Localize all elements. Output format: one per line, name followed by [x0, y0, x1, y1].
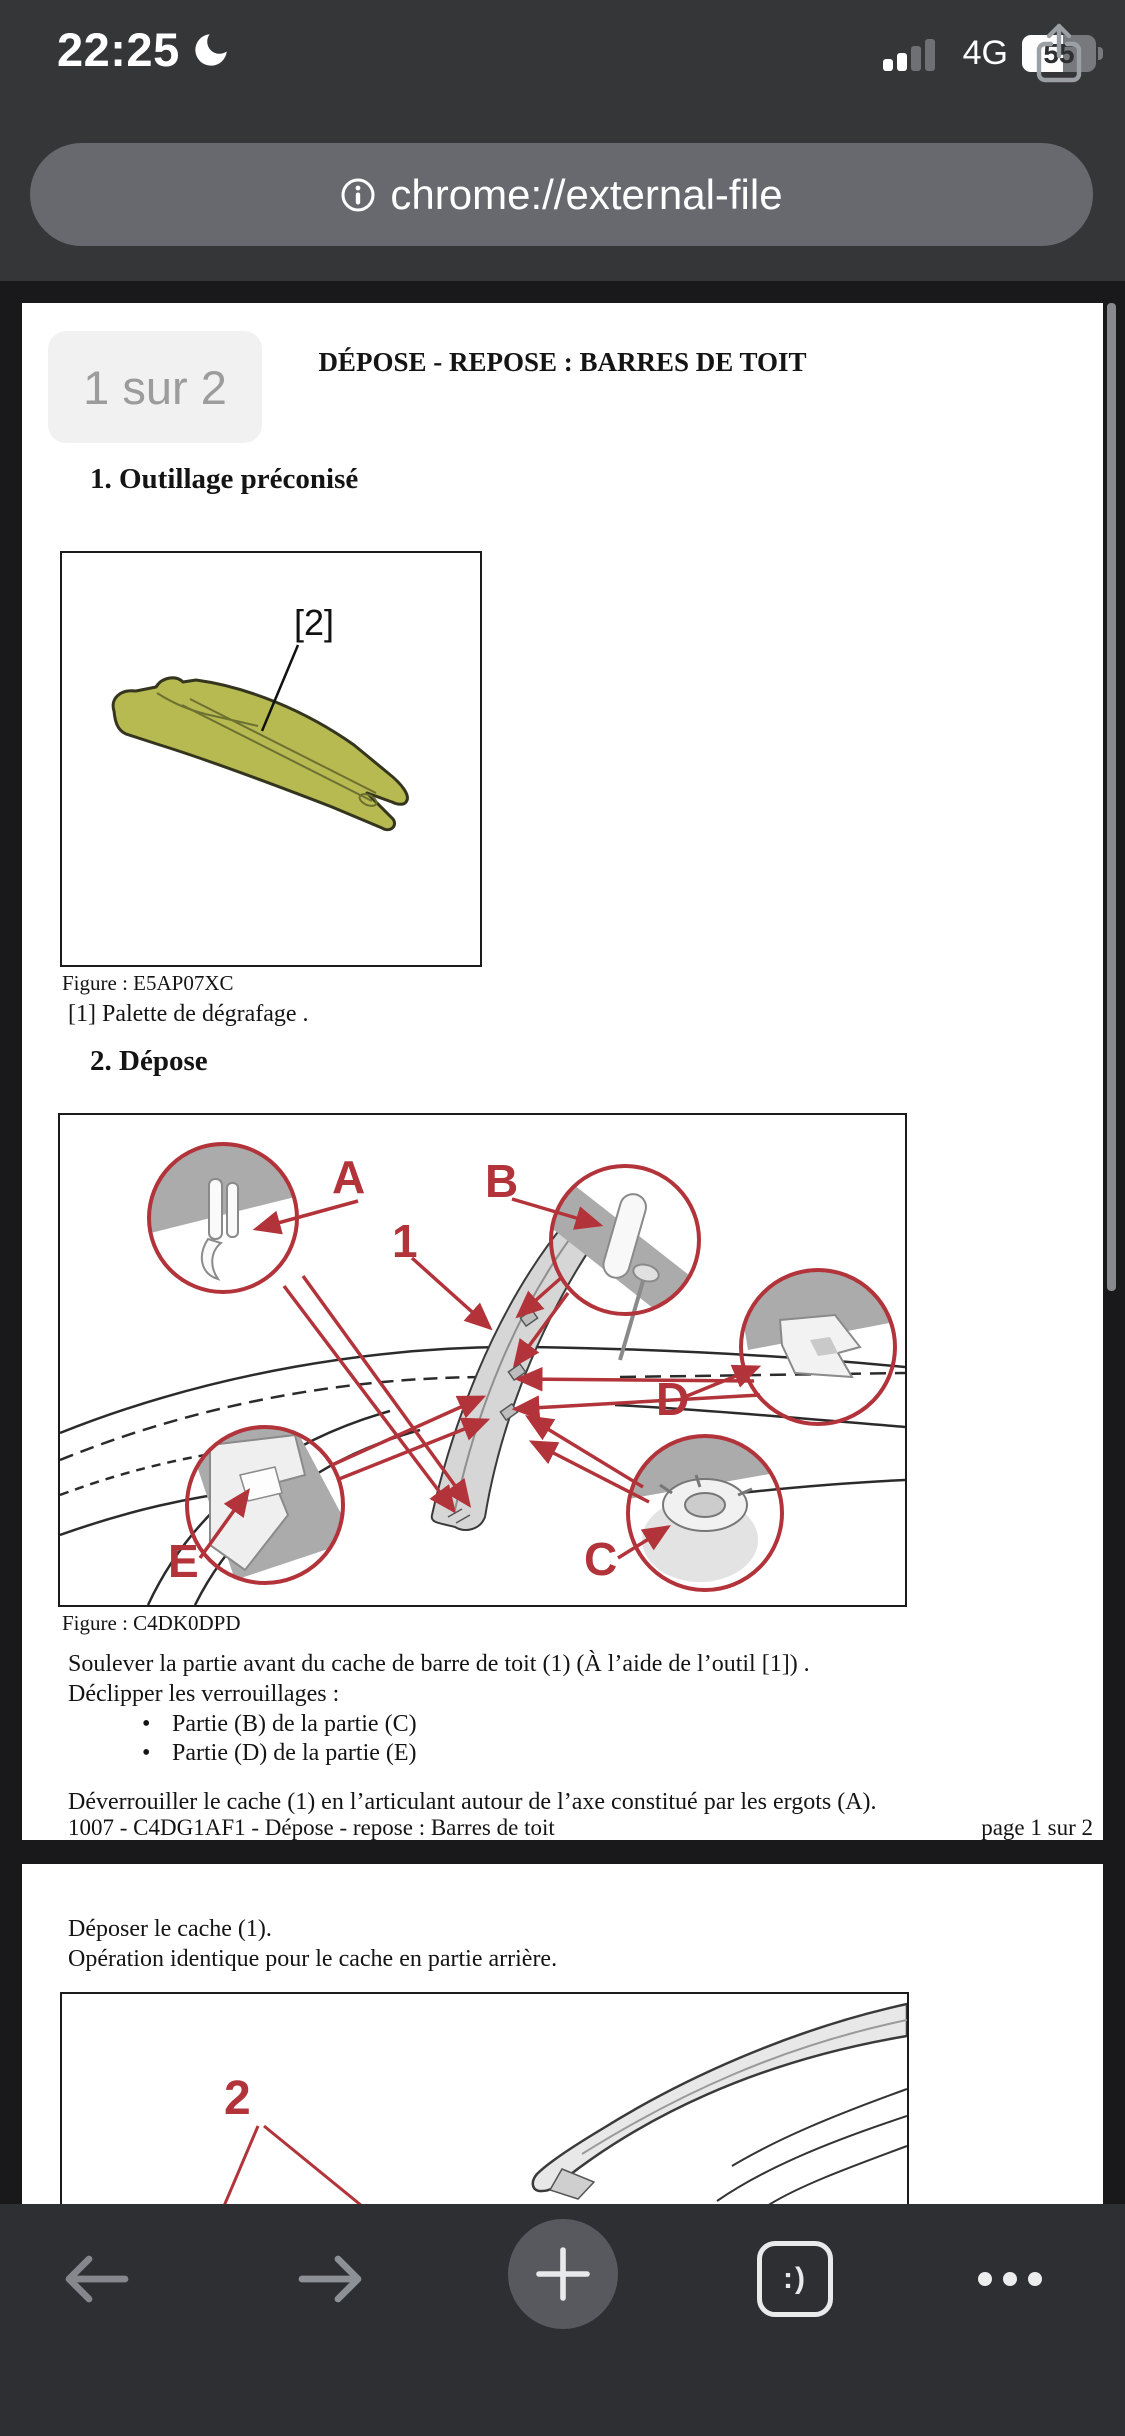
- bullet-item: [142, 1711, 417, 1738]
- battery-cap: [1098, 47, 1103, 60]
- bullet-item: [142, 1740, 417, 1767]
- url-text: chrome://external-file: [390, 170, 783, 218]
- label-D: D: [656, 1373, 690, 1425]
- label-E: E: [168, 1535, 199, 1587]
- label-A: A: [332, 1151, 366, 1203]
- bullet-marker: •: [142, 1740, 151, 1766]
- section2-heading: 2. Dépose: [90, 1045, 208, 1077]
- status-time: [57, 22, 232, 77]
- clock-text: 22:25: [57, 23, 180, 76]
- tab-switcher-button[interactable]: [740, 2224, 850, 2334]
- pdf-page-1: [22, 303, 1103, 1840]
- para-operation: Opération identique pour le cache en partie arrière.: [68, 1946, 558, 1972]
- roof-diagram-illustration: [60, 1115, 905, 1605]
- detail-circle-D: [735, 1270, 905, 1424]
- forward-button[interactable]: [275, 2224, 385, 2334]
- page-indicator-label: 1 sur 2: [83, 360, 227, 414]
- roofbar-illustration: [62, 1994, 907, 2204]
- figure3-roofbar: [60, 1992, 909, 2204]
- pdf-page-2: [22, 1864, 1103, 2204]
- figure1-label2: [2]: [294, 602, 335, 643]
- bullet-marker: •: [142, 1711, 151, 1737]
- cellular-signal-icon: [883, 35, 949, 73]
- figure2-caption: Figure : C4DK0DPD: [62, 1611, 241, 1635]
- pdf-scrollbar[interactable]: [1107, 303, 1116, 1291]
- footer-page-number: page 1 sur 2: [981, 1815, 1093, 1840]
- body-lines: [717, 2089, 907, 2204]
- more-dots-icon: [978, 2272, 1042, 2286]
- do-not-disturb-moon-icon: [190, 29, 232, 71]
- forward-arrow-icon: [294, 2249, 366, 2309]
- para-soulever: Soulever la partie avant du cache de barre de toit (1) (À l’aide de l’outil [1]) .: [68, 1651, 810, 1677]
- document-title: DÉPOSE - REPOSE : BARRES DE TOIT: [318, 347, 807, 377]
- menu-button[interactable]: [955, 2224, 1065, 2334]
- label-1: 1: [392, 1215, 418, 1267]
- figure1-caption: Figure : E5AP07XC: [62, 971, 234, 995]
- share-button[interactable]: [1033, 22, 1085, 84]
- tab-count-box: [757, 2241, 833, 2317]
- para-deverrouiller: Déverrouiller le cache (1) en l’articulant autour de l’axe constitué par les ergots (A).: [68, 1789, 877, 1815]
- url-bar[interactable]: [30, 143, 1093, 246]
- bullet-text: Partie (B) de la partie (C): [172, 1711, 417, 1737]
- label2-leaders: [224, 2126, 362, 2204]
- plus-icon: [533, 2244, 593, 2304]
- network-type-label: 4G: [962, 34, 1008, 72]
- label-2: 2: [224, 2072, 251, 2125]
- detail-circle-C: [622, 1419, 794, 1590]
- status-bar: [0, 0, 1125, 130]
- detail-circle-E: [185, 1427, 355, 1583]
- back-arrow-icon: [61, 2249, 133, 2309]
- info-icon: [340, 177, 376, 213]
- section1-heading: 1. Outillage préconisé: [90, 463, 359, 495]
- roof-bar: [533, 2004, 907, 2191]
- para-deposer: Déposer le cache (1).: [68, 1916, 272, 1942]
- back-button[interactable]: [42, 2224, 152, 2334]
- browser-header: [0, 0, 1125, 281]
- battery-percent-label: 55: [1043, 37, 1075, 69]
- figure2-roof-diagram: [58, 1113, 907, 1607]
- footer-reference: 1007 - C4DG1AF1 - Dépose - repose : Barres de toit: [68, 1815, 555, 1840]
- detail-circle-A: [128, 1120, 302, 1317]
- tool-note: [1] Palette de dégrafage .: [68, 1001, 309, 1027]
- tool-illustration: [62, 553, 480, 965]
- figure1-tool: [60, 551, 482, 967]
- label-C: C: [584, 1533, 618, 1585]
- new-tab-button[interactable]: [508, 2219, 618, 2329]
- browser-toolbar: [0, 2204, 1125, 2436]
- bullet-text: Partie (D) de la partie (E): [172, 1740, 417, 1766]
- para-declipper: Déclipper les verrouillages :: [68, 1681, 340, 1707]
- label-B: B: [485, 1155, 519, 1207]
- tab-count-label: :): [783, 2262, 807, 2295]
